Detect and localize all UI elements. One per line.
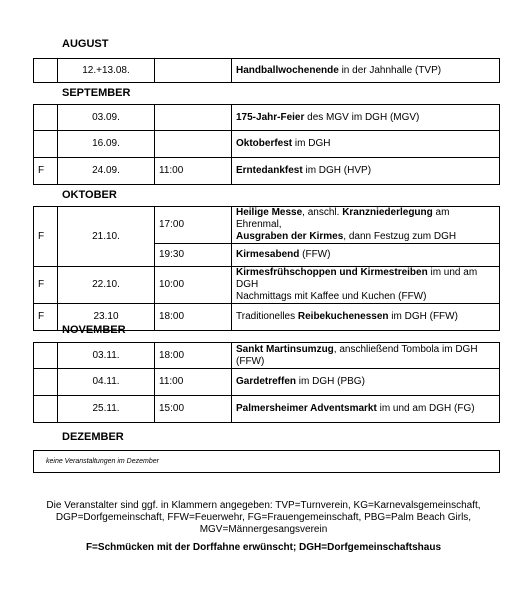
date-cell: 04.11. xyxy=(58,369,155,396)
flag-cell xyxy=(34,59,58,83)
event-cell: Erntedankfest im DGH (HVP) xyxy=(232,158,500,185)
events-table-oktober xyxy=(33,206,500,331)
flag-cell: F xyxy=(34,304,58,331)
flag-cell xyxy=(34,343,58,369)
flag-cell: F xyxy=(34,158,58,185)
flag-cell: F xyxy=(34,207,58,267)
flag-cell xyxy=(34,105,58,131)
table-row xyxy=(34,396,500,423)
month-heading-september: SEPTEMBER xyxy=(62,87,131,99)
time-cell: 15:00 xyxy=(155,396,232,423)
event-cell: Traditionelles Reibekuchenessen im DGH (FFW) xyxy=(232,304,500,331)
legend-line: Die Veranstalter sind ggf. in Klammern angegeben: TVP=Turnverein, KG=Karnevalsgemeinschaft, xyxy=(46,500,481,511)
time-cell xyxy=(155,59,232,83)
date-cell: 25.11. xyxy=(58,396,155,423)
event-cell: Oktoberfest im DGH xyxy=(232,131,500,158)
event-cell: Kirmesfrühschoppen und Kirmestreiben im und am DGH Nachmittags mit Kaffee und Kuchen (FFW) xyxy=(232,267,500,304)
event-cell: 175-Jahr-Feier des MGV im DGH (MGV) xyxy=(232,105,500,131)
date-cell: 21.10. xyxy=(58,207,155,267)
event-cell: Heilige Messe, anschl. Kranzniederlegung am Ehrenmal, Ausgraben der Kirmes, dann Festzug zum DGH xyxy=(232,207,500,244)
date-cell: 16.09. xyxy=(58,131,155,158)
flag-cell xyxy=(34,396,58,423)
event-cell: Palmersheimer Adventsmarkt im und am DGH (FG) xyxy=(232,396,500,423)
time-cell: 17:00 xyxy=(155,207,232,244)
time-cell: 11:00 xyxy=(155,369,232,396)
table-row xyxy=(34,158,500,185)
legend xyxy=(20,500,507,536)
legend-line: MGV=Männergesangsverein xyxy=(199,524,328,535)
events-table-august xyxy=(33,58,500,83)
month-heading-november: NOVEMBER xyxy=(62,324,126,336)
month-heading-oktober: OKTOBER xyxy=(62,189,117,201)
flag-cell: F xyxy=(34,267,58,304)
date-cell: 23.10 xyxy=(58,304,155,331)
no-events-note: keine Veranstaltungen im Dezember xyxy=(34,451,500,473)
month-heading-august: AUGUST xyxy=(62,38,109,50)
flag-cell xyxy=(34,369,58,396)
date-cell: 03.09. xyxy=(58,105,155,131)
table-row xyxy=(34,451,500,473)
table-row xyxy=(34,207,500,244)
table-row xyxy=(34,343,500,369)
date-cell: 03.11. xyxy=(58,343,155,369)
table-row xyxy=(34,131,500,158)
table-row xyxy=(34,105,500,131)
time-cell: 18:00 xyxy=(155,304,232,331)
legend-line: DGP=Dorfgemeinschaft, FFW=Feuerwehr, FG=Frauengemeinschaft, PBG=Palm Beach Girls, xyxy=(55,512,472,523)
date-cell: 24.09. xyxy=(58,158,155,185)
time-cell: 19:30 xyxy=(155,244,232,267)
time-cell: 10:00 xyxy=(155,267,232,304)
event-cell: Kirmesabend (FFW) xyxy=(232,244,500,267)
table-row xyxy=(34,267,500,304)
time-cell: 11:00 xyxy=(155,158,232,185)
events-table-dezember xyxy=(33,450,500,473)
event-cell: Gardetreffen im DGH (PBG) xyxy=(232,369,500,396)
events-table-november xyxy=(33,342,500,423)
table-row xyxy=(34,59,500,83)
events-table-september xyxy=(33,104,500,185)
date-cell: 12.+13.08. xyxy=(58,59,155,83)
event-cell: Handballwochenende in der Jahnhalle (TVP) xyxy=(232,59,500,83)
flag-cell xyxy=(34,131,58,158)
table-row xyxy=(34,369,500,396)
date-cell: 22.10. xyxy=(58,267,155,304)
month-heading-dezember: DEZEMBER xyxy=(62,431,124,443)
time-cell xyxy=(155,105,232,131)
event-cell: Sankt Martinsumzug, anschließend Tombola im DGH (FFW) xyxy=(232,343,500,369)
legend-abbreviations: F=Schmücken mit der Dorffahne erwünscht; DGH=Dorfgemeinschaftshaus xyxy=(85,542,442,553)
time-cell xyxy=(155,131,232,158)
time-cell: 18:00 xyxy=(155,343,232,369)
